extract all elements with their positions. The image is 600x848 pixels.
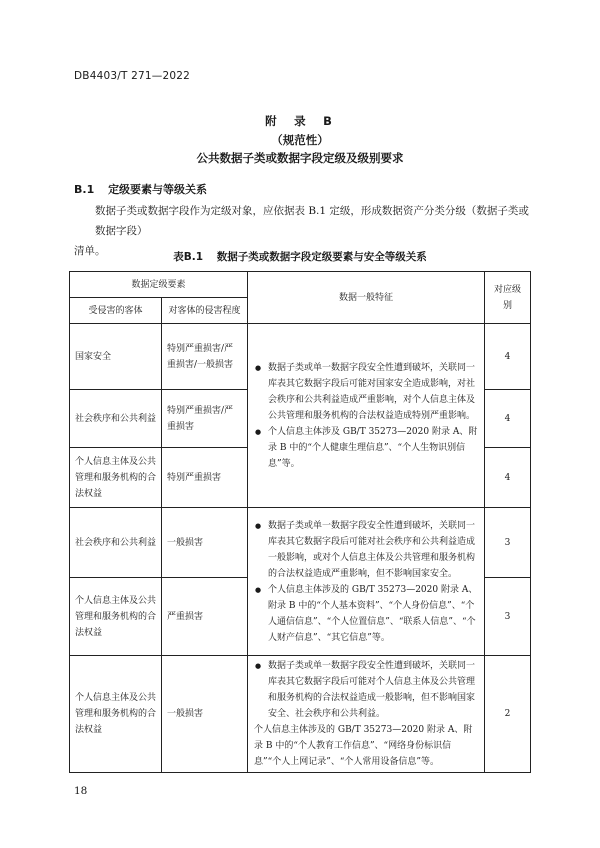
cell-level: 4 [485, 448, 531, 508]
document-id: DB4403/T 271—2022 [74, 70, 190, 82]
table-header-row [70, 272, 531, 298]
table-caption-title: 数据子类或数据字段定级要素与安全等级关系 [216, 251, 427, 263]
cell-object: 社会秩序和公共利益 [70, 508, 162, 578]
feature-bullet: ● 个人信息主体涉及 GB/T 35273—2020 附录 A、附录 B 中的“个人健康生理信息”、“个人生物识别信息”等。 [254, 424, 478, 472]
section-number: B.1 [74, 183, 95, 196]
annex-name: 公共数据子类或数据字段定级及级别要求 [196, 151, 404, 165]
cell-degree: 严重损害 [162, 578, 248, 656]
table-row [70, 324, 531, 390]
cell-level: 2 [485, 656, 531, 773]
cell-features [248, 508, 485, 656]
table-caption-number: 表B.1 [173, 251, 204, 263]
cell-degree: 特别严重损害 [162, 448, 248, 508]
cell-degree: 一般损害 [162, 656, 248, 773]
feature-text: 个人信息主体涉及的 GB/T 35273—2020 附录 A、附录 B 中的“个人教育工作信息”、“网络身份标识信息”“个人上网记录”、“个人常用设备信息”等。 [254, 725, 473, 767]
cell-object: 个人信息主体及公共管理和服务机构的合法权益 [70, 578, 162, 656]
cell-object: 国家安全 [70, 324, 162, 390]
feature-bullet: ● 个人信息主体涉及的 GB/T 35273—2020 附录 A、附录 B 中的“个人基本资料”、“个人身份信息”、“个人通信信息”、“个人位置信息”、“联系人信息”、“个人财产信息”、“其它信息”等。 [254, 582, 478, 646]
cell-degree: 一般损害 [162, 508, 248, 578]
cell-degree: 特别严重损害/严重损害/一般损害 [162, 324, 248, 390]
header-elements: 数据定级要素 [70, 272, 248, 298]
cell-object: 社会秩序和公共利益 [70, 390, 162, 448]
cell-features [248, 656, 485, 773]
header-degree: 对客体的侵害程度 [162, 298, 248, 324]
table-caption [0, 249, 600, 264]
feature-bullet: ● 数据子类或单一数据字段安全性遭到破坏，关联同一库表其它数据字段后可能对个人信息主体及公共管理和服务机构的合法权益造成一般影响，但不影响国家安全、社会秩序和公共利益。 [254, 658, 478, 722]
cell-level: 3 [485, 508, 531, 578]
cell-object: 个人信息主体及公共管理和服务机构的合法权益 [70, 656, 162, 773]
header-level: 对应级别 [485, 272, 531, 324]
feature-bullet: ● 数据子类或单一数据字段安全性遭到破坏，关联同一库表其它数据字段后可能对国家安全造成影响，对社会秩序和公共利益造成严重影响，对个人信息主体及公共管理和服务机构的合法权益造成特别严重影响。 [254, 360, 478, 424]
cell-level: 4 [485, 324, 531, 390]
annex-nature: （规范性） [271, 133, 329, 147]
grading-table [69, 271, 531, 773]
section-heading [74, 181, 207, 197]
cell-object: 个人信息主体及公共管理和服务机构的合法权益 [70, 448, 162, 508]
paragraph-line-2: 清单。 [74, 245, 106, 257]
section-title: 定级要素与等级关系 [108, 183, 208, 196]
cell-degree: 特别严重损害/严重损害 [162, 390, 248, 448]
table-row [70, 656, 531, 773]
cell-features [248, 324, 485, 508]
header-features: 数据一般特征 [248, 272, 485, 324]
feature-bullet: ● 数据子类或单一数据字段安全性遭到破坏，关联同一库表其它数据字段后可能对社会秩序和公共利益造成一般影响，或对个人信息主体及公共管理和服务机构的合法权益造成严重影响，但不影响国家安全。 [254, 518, 478, 582]
paragraph-line-1: 数据子类或数据字段作为定级对象，应依据表 B.1 定级，形成数据资产分类分级（数据子类或数据字段） [95, 205, 529, 237]
page-number: 18 [74, 785, 88, 797]
cell-level: 3 [485, 578, 531, 656]
cell-level: 4 [485, 390, 531, 448]
table-row [70, 508, 531, 578]
annex-title: 附 录 B [265, 114, 335, 128]
header-object: 受侵害的客体 [70, 298, 162, 324]
